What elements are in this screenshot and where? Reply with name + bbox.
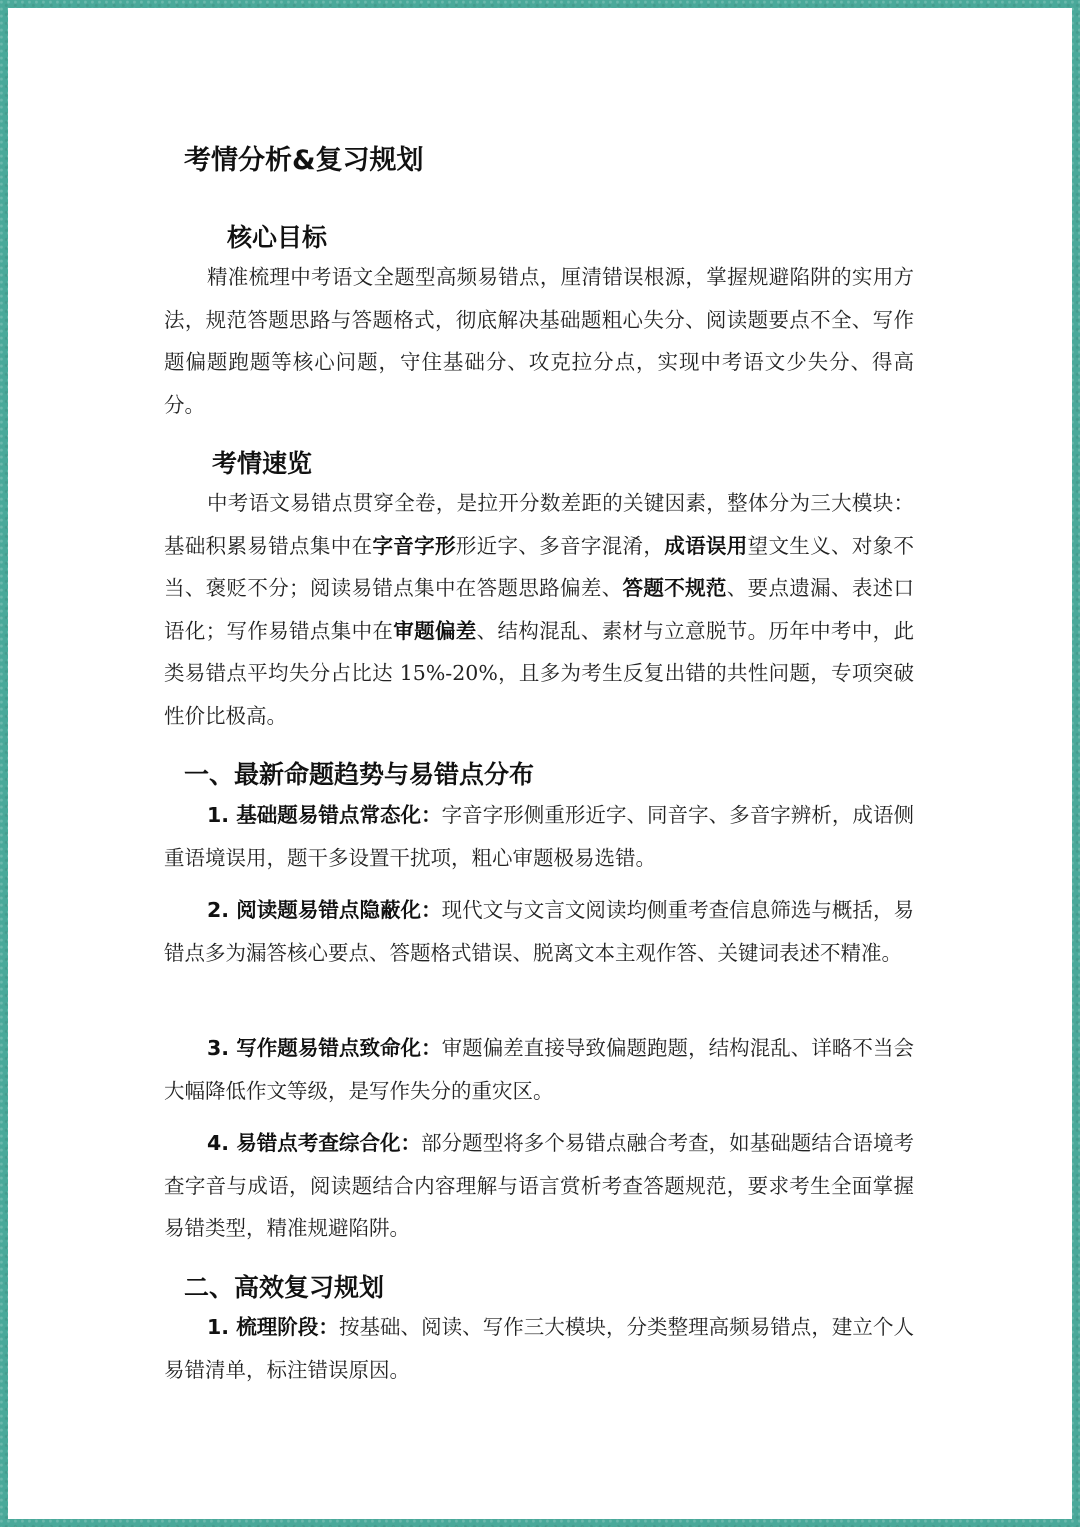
overview-bold-4: 审题偏差 xyxy=(393,618,477,643)
trend-item-3-lead: 3. 写作题易错点致命化： xyxy=(207,1036,442,1060)
plan-item-1-text: 按基础、阅读、写作三大模块，分类整理高频易错点，建立个人易错清单，标注错误原因。 xyxy=(164,1315,914,1382)
trend-item-3-text: 审题偏差直接导致偏题跑题，结构混乱、详略不当会大幅降低作文等级，是写作失分的重灾区。 xyxy=(164,1036,914,1103)
plan-item-1 xyxy=(164,1306,914,1391)
overview-text-5: 、结构混乱、素材与立意脱节。历年中考中，此类易错点平均失分占比达 15%-20%，且多为考生反复出错的共性问题，专项突破性价比极高。 xyxy=(164,618,915,728)
trend-item-3 xyxy=(164,1027,914,1112)
trend-item-1-text: 字音字形侧重形近字、同音字、多音字辨析，成语侧重语境误用，题干多设置干扰项，粗心审题极易选错。 xyxy=(164,803,914,870)
core-goal-heading: 核心目标 xyxy=(227,223,328,252)
overview-heading: 考情速览 xyxy=(212,449,313,478)
trend-item-1 xyxy=(164,794,914,879)
overview-bold-2: 成语误用 xyxy=(664,533,748,558)
trend-item-2 xyxy=(164,889,914,974)
section2-heading: 二、高效复习规划 xyxy=(184,1273,385,1302)
overview-bold-3: 答题不规范 xyxy=(622,576,727,600)
core-goal-paragraph: 精准梳理中考语文全题型高频易错点，厘清错误根源，掌握规避陷阱的实用方法，规范答题思路与答题格式，彻底解决基础题粗心失分、阅读题要点不全、写作题偏题跑题等核心问题，守住基础分、攻克拉分点，实现中考语文少失分、得高分。 xyxy=(164,265,914,417)
overview-bold-1: 字音字形 xyxy=(372,533,456,558)
overview-text-2: 形近字、多音字混淆， xyxy=(455,533,665,558)
overview-text-4: 、要点遗漏、表述口语化；写作易错点集中在 xyxy=(164,576,915,643)
trend-item-2-text: 现代文与文言文阅读均侧重考查信息筛选与概括，易错点多为漏答核心要点、答题格式错误、脱离文本主观作答、关键词表述不精准。 xyxy=(164,898,914,965)
trend-item-4-lead: 4. 易错点考查综合化： xyxy=(207,1131,422,1155)
overview-paragraph xyxy=(164,482,914,737)
section1-heading: 一、最新命题趋势与易错点分布 xyxy=(184,760,535,789)
trend-item-2-lead: 2. 阅读题易错点隐蔽化： xyxy=(207,898,442,922)
trend-item-1-lead: 1. 基础题易错点常态化： xyxy=(207,803,442,827)
trend-item-4 xyxy=(164,1122,914,1250)
overview-text-3: 望文生义、对象不当、褒贬不分；阅读易错点集中在答题思路偏差、 xyxy=(164,533,915,600)
document-page xyxy=(8,8,1072,1519)
overview-text-1: 中考语文易错点贯穿全卷，是拉开分数差距的关键因素，整体分为三大模块：基础积累易错点集中在 xyxy=(164,491,914,558)
trend-item-4-text: 部分题型将多个易错点融合考查，如基础题结合语境考查字音与成语，阅读题结合内容理解与语言赏析考查答题规范，要求考生全面掌握易错类型，精准规避陷阱。 xyxy=(164,1131,914,1240)
plan-item-1-lead: 1. 梳理阶段： xyxy=(207,1315,339,1339)
page-title: 考情分析&复习规划 xyxy=(184,145,424,176)
